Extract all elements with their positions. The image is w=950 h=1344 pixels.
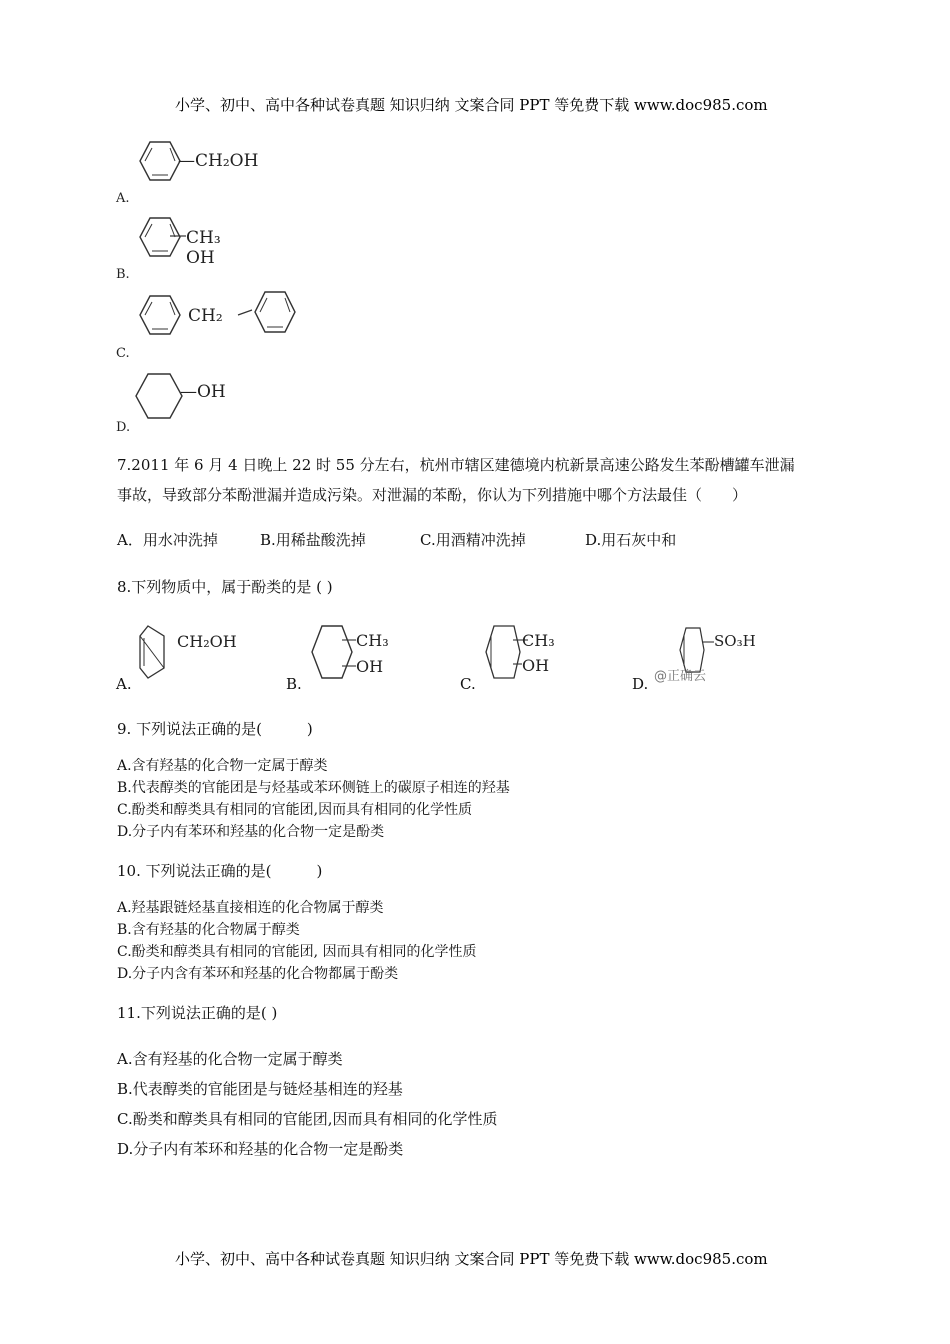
- q8-stem: 8.下列物质中，属于酚类的是 ( ): [117, 578, 333, 596]
- q7-line1: 7.2011 年 6 月 4 日晚上 22 时 55 分左右，杭州市辖区建德境内杭新景高速公路发生苯酚槽罐车泄漏: [117, 456, 795, 474]
- structure-a-group: —CH₂OH: [178, 151, 259, 171]
- q10-option-d: D.分子内含有苯环和羟基的化合物都属于酚类: [117, 966, 399, 982]
- q8-option-b-label: B.: [286, 675, 302, 693]
- structure-b-group2: OH: [186, 248, 215, 268]
- page-header: 小学、初中、高中各种试卷真题 知识归纳 文案合同 PPT 等免费下载 www.doc985.com: [175, 96, 768, 114]
- q7-option-d: D.用石灰中和: [585, 531, 677, 549]
- structure-c-diphenylmethane: [130, 290, 300, 352]
- q11-stem: 11.下列说法正确的是( ): [117, 1004, 278, 1022]
- q8-structure-c-group1: CH₃: [522, 631, 555, 650]
- q11-option-b: B.代表醇类的官能团是与链烃基相连的羟基: [117, 1080, 403, 1098]
- q10-option-c: C.酚类和醇类具有相同的官能团, 因而具有相同的化学性质: [117, 944, 477, 960]
- structure-b-group1: CH₃: [186, 228, 221, 248]
- q11-option-c: C.酚类和醇类具有相同的官能团,因而具有相同的化学性质: [117, 1110, 498, 1128]
- q6-option-a-label: A.: [116, 191, 130, 206]
- q9-option-a: A.含有羟基的化合物一定属于醇类: [117, 758, 328, 774]
- q11-option-d: D.分子内有苯环和羟基的化合物一定是酚类: [117, 1140, 404, 1158]
- q6-option-d-label: D.: [116, 420, 131, 435]
- q6-option-b-label: B.: [116, 267, 130, 282]
- q8-structure-b: [306, 622, 416, 686]
- q8-option-a-label: A.: [116, 675, 132, 693]
- structure-c-group: CH₂: [188, 306, 223, 326]
- q8-option-c-label: C.: [460, 675, 476, 693]
- q7-option-b: B.用稀盐酸洗掉: [260, 531, 366, 549]
- q9-option-d: D.分子内有苯环和羟基的化合物一定是酚类: [117, 824, 385, 840]
- q7-option-c: C.用酒精冲洗掉: [420, 531, 526, 549]
- q10-option-a: A.羟基跟链烃基直接相连的化合物属于醇类: [117, 900, 384, 916]
- structure-a-benzyl-alcohol: [130, 136, 290, 196]
- q8-structure-a-group: CH₂OH: [177, 632, 237, 651]
- q10-option-b: B.含有羟基的化合物属于醇类: [117, 922, 300, 938]
- q8-structure-b-group1: CH₃: [356, 631, 389, 650]
- q9-option-c: C.酚类和醇类具有相同的官能团,因而具有相同的化学性质: [117, 802, 473, 818]
- q7-line2: 事故，导致部分苯酚泄漏并造成污染。对泄漏的苯酚，你认为下列措施中哪个方法最佳（ ）: [117, 486, 748, 504]
- q11-option-a: A.含有羟基的化合物一定属于醇类: [117, 1050, 343, 1068]
- q8-structure-c-group2: OH: [522, 656, 550, 675]
- q6-option-c-label: C.: [116, 346, 130, 361]
- q8-option-d-label: D.: [632, 675, 649, 693]
- structure-d-cyclohexanol: [130, 370, 290, 432]
- q8-watermark: @正确云: [654, 669, 707, 684]
- q8-structure-b-group2: OH: [356, 657, 384, 676]
- q8-structure-d-group: SO₃H: [714, 632, 756, 650]
- q8-structure-d: [654, 622, 786, 686]
- q7-option-a: A．用水冲洗掉: [117, 531, 218, 549]
- q8-structure-a: [135, 622, 245, 684]
- q9-option-b: B.代表醇类的官能团是与烃基或苯环侧链上的碳原子相连的羟基: [117, 780, 510, 796]
- structure-d-group: —OH: [180, 382, 226, 402]
- structure-b-cresol: [130, 214, 290, 274]
- q9-stem: 9. 下列说法正确的是( ): [117, 720, 313, 738]
- q8-structure-c: [482, 622, 592, 686]
- page-footer: 小学、初中、高中各种试卷真题 知识归纳 文案合同 PPT 等免费下载 www.doc985.com: [175, 1250, 768, 1268]
- q10-stem: 10. 下列说法正确的是( ): [117, 862, 323, 880]
